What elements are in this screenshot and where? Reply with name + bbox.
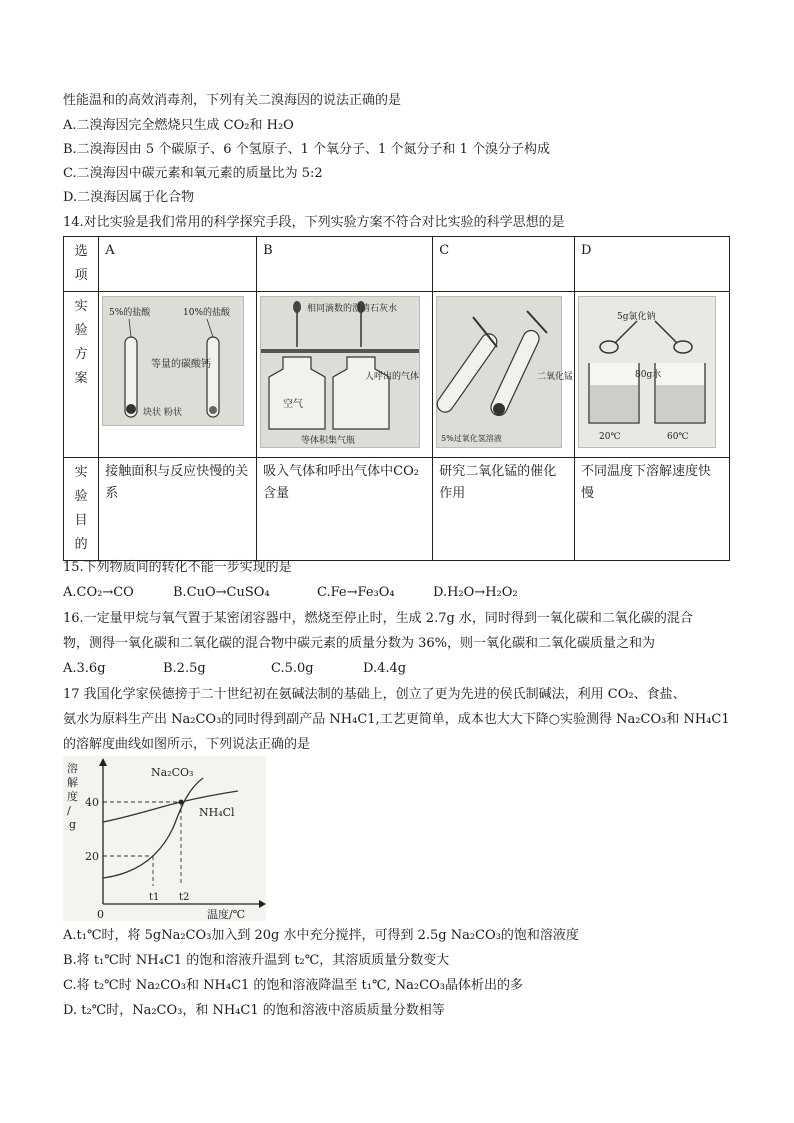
q16-option-a: A.3.6g	[63, 661, 106, 676]
q13-option-a: A.二溴海因完全燃烧只生成 CO₂和 H₂O	[63, 118, 294, 133]
fig-d-left-temp: 20℃	[599, 432, 621, 442]
fig-b-bottom-label: 等体积集气瓶	[301, 436, 356, 446]
q13-stem: 性能温和的高效消毒剂，下列有关二溴海因的说法正确的是	[63, 93, 402, 108]
purpose-c: 研究二氧化锰的催化作用	[433, 458, 575, 561]
fig-b-top-label: 相同滴数的澄清石灰水	[307, 304, 398, 314]
header-purpose: 实验目的	[64, 458, 99, 561]
table-row-options	[64, 237, 730, 292]
fig-b-right-label: 人呼出的气体	[365, 372, 420, 382]
q17-option-c: C.将 t₂℃时 Na₂CO₃和 NH₄C1 的饱和溶液降温至 t₁℃, Na₂CO₃晶体析出的多	[63, 978, 523, 993]
q13-option-c: C.二溴海因中碳元素和氧元素的质量比为 5:2	[63, 166, 323, 181]
experiment-a-image	[102, 296, 244, 426]
q16-line1: 16.一定量甲烷与氧气置于某密闭容器中，燃烧至停止时，生成 2.7g 水，同时得到一氧化碳和二氧化碳的混合	[63, 611, 693, 626]
table-row-purpose	[64, 458, 730, 561]
fig-a-bottom-label: 块状 粉状	[143, 408, 183, 418]
q14-stem: 14.对比实验是我们常用的科学探究手段，下列实验方案不符合对比实验的科学思想的是	[63, 215, 565, 230]
q13-option-b: B.二溴海因由 5 个碳原子、6 个氢原子、1 个氧分子、1 个氮分子和 1 个溴分子构成	[63, 142, 550, 157]
q14-table	[63, 236, 730, 561]
tick-t2: t2	[179, 892, 190, 903]
q16-option-c: C.5.0g	[271, 661, 314, 676]
fig-d-water-label: 80g水	[635, 370, 662, 380]
q16-line2: 物，测得一氧化碳和二氧化碳的混合物中碳元素的质量分数为 36%，则一氧化碳和二氧化碳质量之和为	[63, 636, 656, 651]
series-label-na2co3: Na₂CO₃	[151, 766, 194, 779]
q15-option-c: C.Fe→Fe₃O₄	[317, 585, 395, 600]
experiment-b-image	[260, 296, 420, 448]
q17-line3: 的溶解度曲线如图所示，下列说法正确的是	[63, 737, 311, 752]
col-a-label: A	[99, 237, 257, 292]
q17-line2: 氨水为原料生产出 Na₂CO₃的同时得到副产品 NH₄C1,工艺更简单，成本也大大下降○实验测得 Na₂CO₃和 NH₄C1	[63, 712, 730, 727]
fig-d-right-temp: 60℃	[667, 432, 689, 442]
fig-b-left-label: 空气	[283, 399, 304, 410]
fig-c-bottom-label: 5%过氧化氢溶液	[441, 434, 502, 443]
q15-options	[63, 584, 518, 602]
experiment-c-image	[436, 296, 574, 448]
q15-option-d: D.H₂O→H₂O₂	[433, 585, 518, 600]
purpose-a: 接触面积与反应快慢的关系	[99, 458, 257, 561]
fig-d-top-label: 5g氯化钠	[617, 312, 656, 322]
col-b-label: B	[257, 237, 433, 292]
q13-option-d: D.二溴海因属于化合物	[63, 190, 195, 205]
q17-option-d: D. t₂℃时，Na₂CO₃，和 NH₄C1 的饱和溶液中溶质质量分数相等	[63, 1003, 445, 1018]
q17-line1: 17 我国化学家侯德搒于二十世纪初在氨碱法制的基础上，创立了更为先进的侯氏制碱法，利用 CO₂、食盐、	[63, 687, 686, 702]
q17-option-b: B.将 t₁℃时 NH₄C1 的饱和溶液升温到 t₂℃，其溶质质量分数变大	[63, 953, 450, 968]
table-row-scheme	[64, 292, 730, 458]
col-c-label: C	[433, 237, 575, 292]
q16-option-b: B.2.5g	[163, 661, 206, 676]
q17-option-a: A.t₁℃时，将 5gNa₂CO₃加入到 20g 水中充分搅拌，可得到 2.5g Na₂CO₃的饱和溶液度	[63, 928, 579, 943]
fig-a-right-label: 10%的盐酸	[183, 308, 231, 318]
origin-label: 0	[97, 908, 104, 921]
fig-a-left-label: 5%的盐酸	[109, 308, 151, 318]
purpose-b: 吸入气体和呼出气体中CO₂含量	[257, 458, 433, 561]
intersection-point	[179, 800, 184, 805]
fig-a-middle-label: 等量的碳酸钙	[151, 359, 212, 370]
fig-c-right-label: 二氧化锰	[537, 372, 574, 382]
col-d-label: D	[575, 237, 730, 292]
q15-stem: 15.下列物质间的转化不能一步实现的是	[63, 560, 292, 575]
header-options: 选项	[64, 237, 99, 292]
experiment-d-image	[578, 296, 716, 448]
q16-options	[63, 660, 406, 678]
header-scheme: 实验方案	[64, 292, 99, 458]
series-label-nh4cl: NH₄Cl	[199, 806, 235, 819]
q16-option-d: D.4.4g	[363, 661, 407, 676]
x-axis-label: 温度/℃	[207, 908, 246, 921]
q15-option-b: B.CuO→CuSO₄	[173, 585, 270, 600]
q15-option-a: A.CO₂→CO	[63, 585, 134, 600]
tick-40: 40	[85, 796, 99, 809]
y-axis-label: 溶解度/ g	[67, 762, 78, 831]
tick-20: 20	[85, 850, 99, 863]
solubility-graph	[63, 756, 266, 921]
tick-t1: t1	[149, 892, 160, 903]
purpose-d: 不同温度下溶解速度快慢	[575, 458, 730, 561]
